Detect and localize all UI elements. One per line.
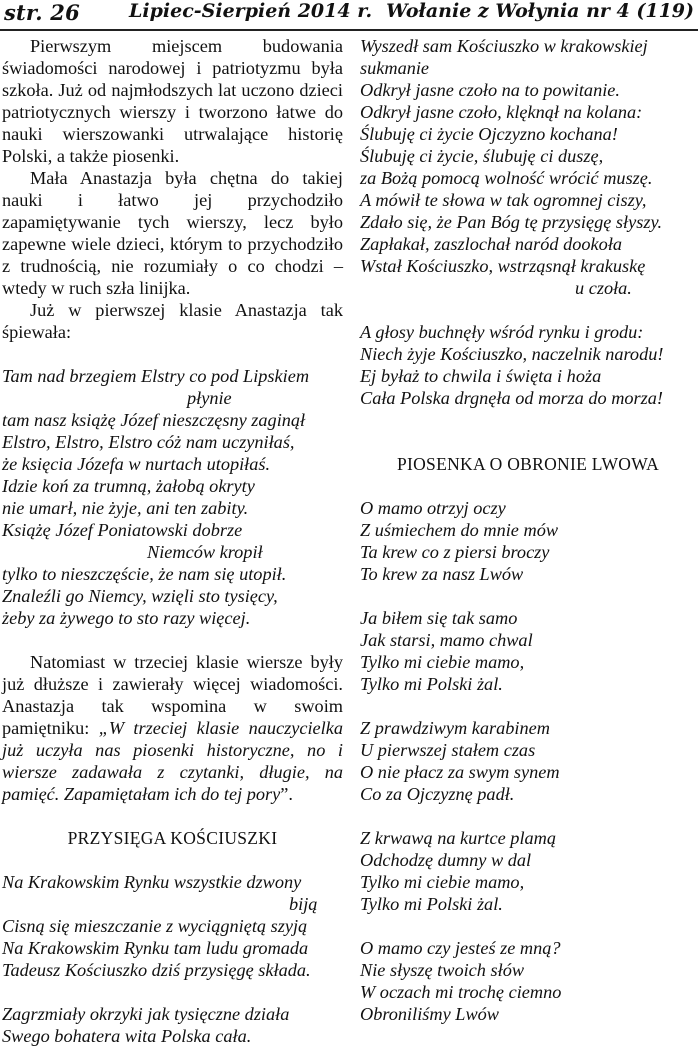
verse-line: tam nasz książę Józef nieszczęsny zaginął — [2, 410, 306, 430]
verse-line: Tylko mi ciebie mamo, — [360, 872, 525, 892]
verse-line: Swego bohatera wita Polska cała. — [2, 1026, 252, 1046]
verse-line: Obroniliśmy Lwów — [360, 1004, 499, 1024]
verse-line: O nie płacz za swym synem — [360, 762, 560, 782]
verse-line: O mamo otrzyj oczy — [360, 498, 506, 518]
stanza-break — [360, 585, 696, 607]
verse-line: Z uśmiechem do mnie mów — [360, 520, 559, 540]
poem-title-przysiega: PRZYSIĘGA KOŚCIUSZKI — [67, 828, 278, 848]
verse-line: Na Krakowskim Rynku tam ludu gromada — [2, 938, 309, 958]
verse-line: Odkrył jasne czoło na to powitanie. — [360, 80, 620, 100]
verse-line: Elstro, Elstro, Elstro cóż nam uczyniłaś, — [2, 432, 295, 452]
stanza-break — [2, 981, 343, 1003]
verse-line: Cisną się mieszczanie z wyciągniętą szyją — [2, 916, 308, 936]
verse-line: Jak starsi, mamo chwal — [360, 630, 533, 650]
verse-line: Wstał Kościuszko, wstrząsnął krakuskę — [360, 256, 646, 276]
verse-line: Zdało się, że Pan Bóg tę przysięgę słyszy. — [360, 212, 663, 232]
stanza-break — [360, 299, 696, 321]
paragraph-2: Mała Anastazja była chętna do takiej nauki i łatwo jej przychodziło zapamiętywanie tych wierszy, lecz było zapewne wiele dzieci, którym to przychodziło z trudnością, nie rozumiały o co chodzi – wtedy w ruch szła linijka. — [2, 168, 343, 298]
verse-line: Ta krew co z piersi broczy — [360, 542, 550, 562]
issue-date: Lipiec-Sierpień 2014 r. — [129, 0, 373, 22]
verse-line: u czoła. — [575, 278, 632, 298]
verse-line: Zapłakał, zaszlochał naród dookoła — [360, 234, 623, 254]
verse-line: że księcia Józefa w nurtach utopiłaś. — [2, 454, 271, 474]
verse-line: U pierwszej stałem czas — [360, 740, 536, 760]
verse-line: Niemców kropił — [147, 542, 263, 562]
header-right — [129, 0, 694, 22]
verse-line: Niech żyje Kościuszko, naczelnik narodu! — [360, 344, 664, 364]
stanza-break — [360, 805, 696, 827]
verse-line: nie umarł, nie żyje, ani ten zabity. — [2, 498, 249, 518]
verse-line: To krew za nasz Lwów — [360, 564, 524, 584]
verse-line: Tylko mi ciebie mamo, — [360, 652, 525, 672]
verse-line: za Bożą pomocą wolność wrócić muszę. — [360, 168, 653, 188]
paragraph-1: Pierwszym miejscem budowania świadomości narodowej i patriotyzmu była szkoła. Już od najmłodszych lat uczono dzieci patriotycznych wierszy i tworzono łatwe do nauki wierszowanki utrwalające historię Polski, a także piosenki. — [2, 36, 343, 166]
magazine-title: Wołanie z Wołynia nr 4 (119) — [386, 0, 694, 22]
verse-line: Cała Polska drgnęła od morza do morza! — [360, 388, 663, 408]
verse-line: A głosy buchnęły wśród rynku i grodu: — [360, 322, 644, 342]
verse-line: Odchodzę dumny w dal — [360, 850, 532, 870]
verse-line: Wyszedł sam Kościuszko w krakowskiej — [360, 36, 648, 56]
verse-line: Tadeusz Kościuszko dziś przysięgę składa. — [2, 960, 311, 980]
poem-przysiega-part1 — [2, 871, 343, 1047]
memoir-quote: „W trzeciej klasie nauczycielka już uczyła nas piosenki historyczne, no i wiersze zadawała z czytanki, długie, na pamięć. Zapamiętałam ich do tej pory — [2, 718, 343, 804]
poem-obrona-lwowa — [360, 497, 696, 1025]
verse-line: płynie — [187, 388, 232, 408]
verse-line: Ej byłaż to chwila i święta i hoża — [360, 366, 602, 386]
page-header — [0, 0, 698, 28]
verse-line: Z prawdziwym karabinem — [360, 718, 550, 738]
verse-line: Zagrzmiały okrzyki jak tysięczne działa — [2, 1004, 290, 1024]
verse-line: Tylko mi Polski żal. — [360, 894, 503, 914]
verse-line: Ja biłem się tak samo — [360, 608, 518, 628]
verse-line: A mówił te słowa w tak ogromnej ciszy, — [360, 190, 647, 210]
paragraph-3: Już w pierwszej klasie Anastazja tak śpiewała: — [2, 300, 343, 342]
paragraph-4 — [2, 651, 343, 805]
verse-line: Książę Józef Poniatowski dobrze — [2, 520, 243, 540]
verse-line: Tylko mi Polski żal. — [360, 674, 503, 694]
verse-line: Nie słyszę twoich słów — [360, 960, 525, 980]
poem-title-lwow: PIOSENKA O OBRONIE LWOWA — [396, 454, 660, 474]
left-column — [2, 35, 343, 1047]
verse-line: Ślubuję ci życie, ślubuję ci duszę, — [360, 146, 604, 166]
verse-line: żeby za żywego to sto razy więcej. — [2, 608, 251, 628]
verse-line: Z krwawą na kurtce plamą — [360, 828, 557, 848]
verse-line: W oczach mi trochę ciemno — [360, 982, 562, 1002]
paragraph-4-text: Natomiast w trzeciej klasie wiersze były już dłuższe i zawierały więcej wiadomości. Anastazja tak wspomina w swoim pamiętniku: — [2, 652, 343, 738]
verse-line: Na Krakowskim Rynku wszystkie dzwony — [2, 872, 302, 892]
verse-line: Idzie koń za trumną, żałobą okryty — [2, 476, 255, 496]
stanza-break — [360, 915, 696, 937]
stanza-break — [360, 695, 696, 717]
verse-line: Tam nad brzegiem Elstry co pod Lipskiem — [2, 366, 310, 386]
header-rule — [0, 29, 698, 31]
page-number: str. 26 — [4, 0, 80, 25]
verse-line: Ślubuję ci życie Ojczyzno kochana! — [360, 124, 618, 144]
right-column — [360, 35, 696, 1025]
song-elstra — [2, 365, 343, 629]
verse-line: Znaleźli go Niemcy, wzięli sto tysięcy, — [2, 586, 278, 606]
verse-line: Odkrył jasne czoło, klęknął na kolana: — [360, 102, 643, 122]
paragraph-4-end: ”. — [280, 784, 293, 804]
verse-line: tylko to nieszczęście, że nam się utopił. — [2, 564, 287, 584]
verse-line: sukmanie — [360, 58, 430, 78]
verse-line: O mamo czy jesteś ze mną? — [360, 938, 561, 958]
verse-line: biją — [289, 894, 318, 914]
verse-line: Co za Ojczyznę padł. — [360, 784, 515, 804]
poem-przysiega-part2 — [360, 35, 696, 409]
